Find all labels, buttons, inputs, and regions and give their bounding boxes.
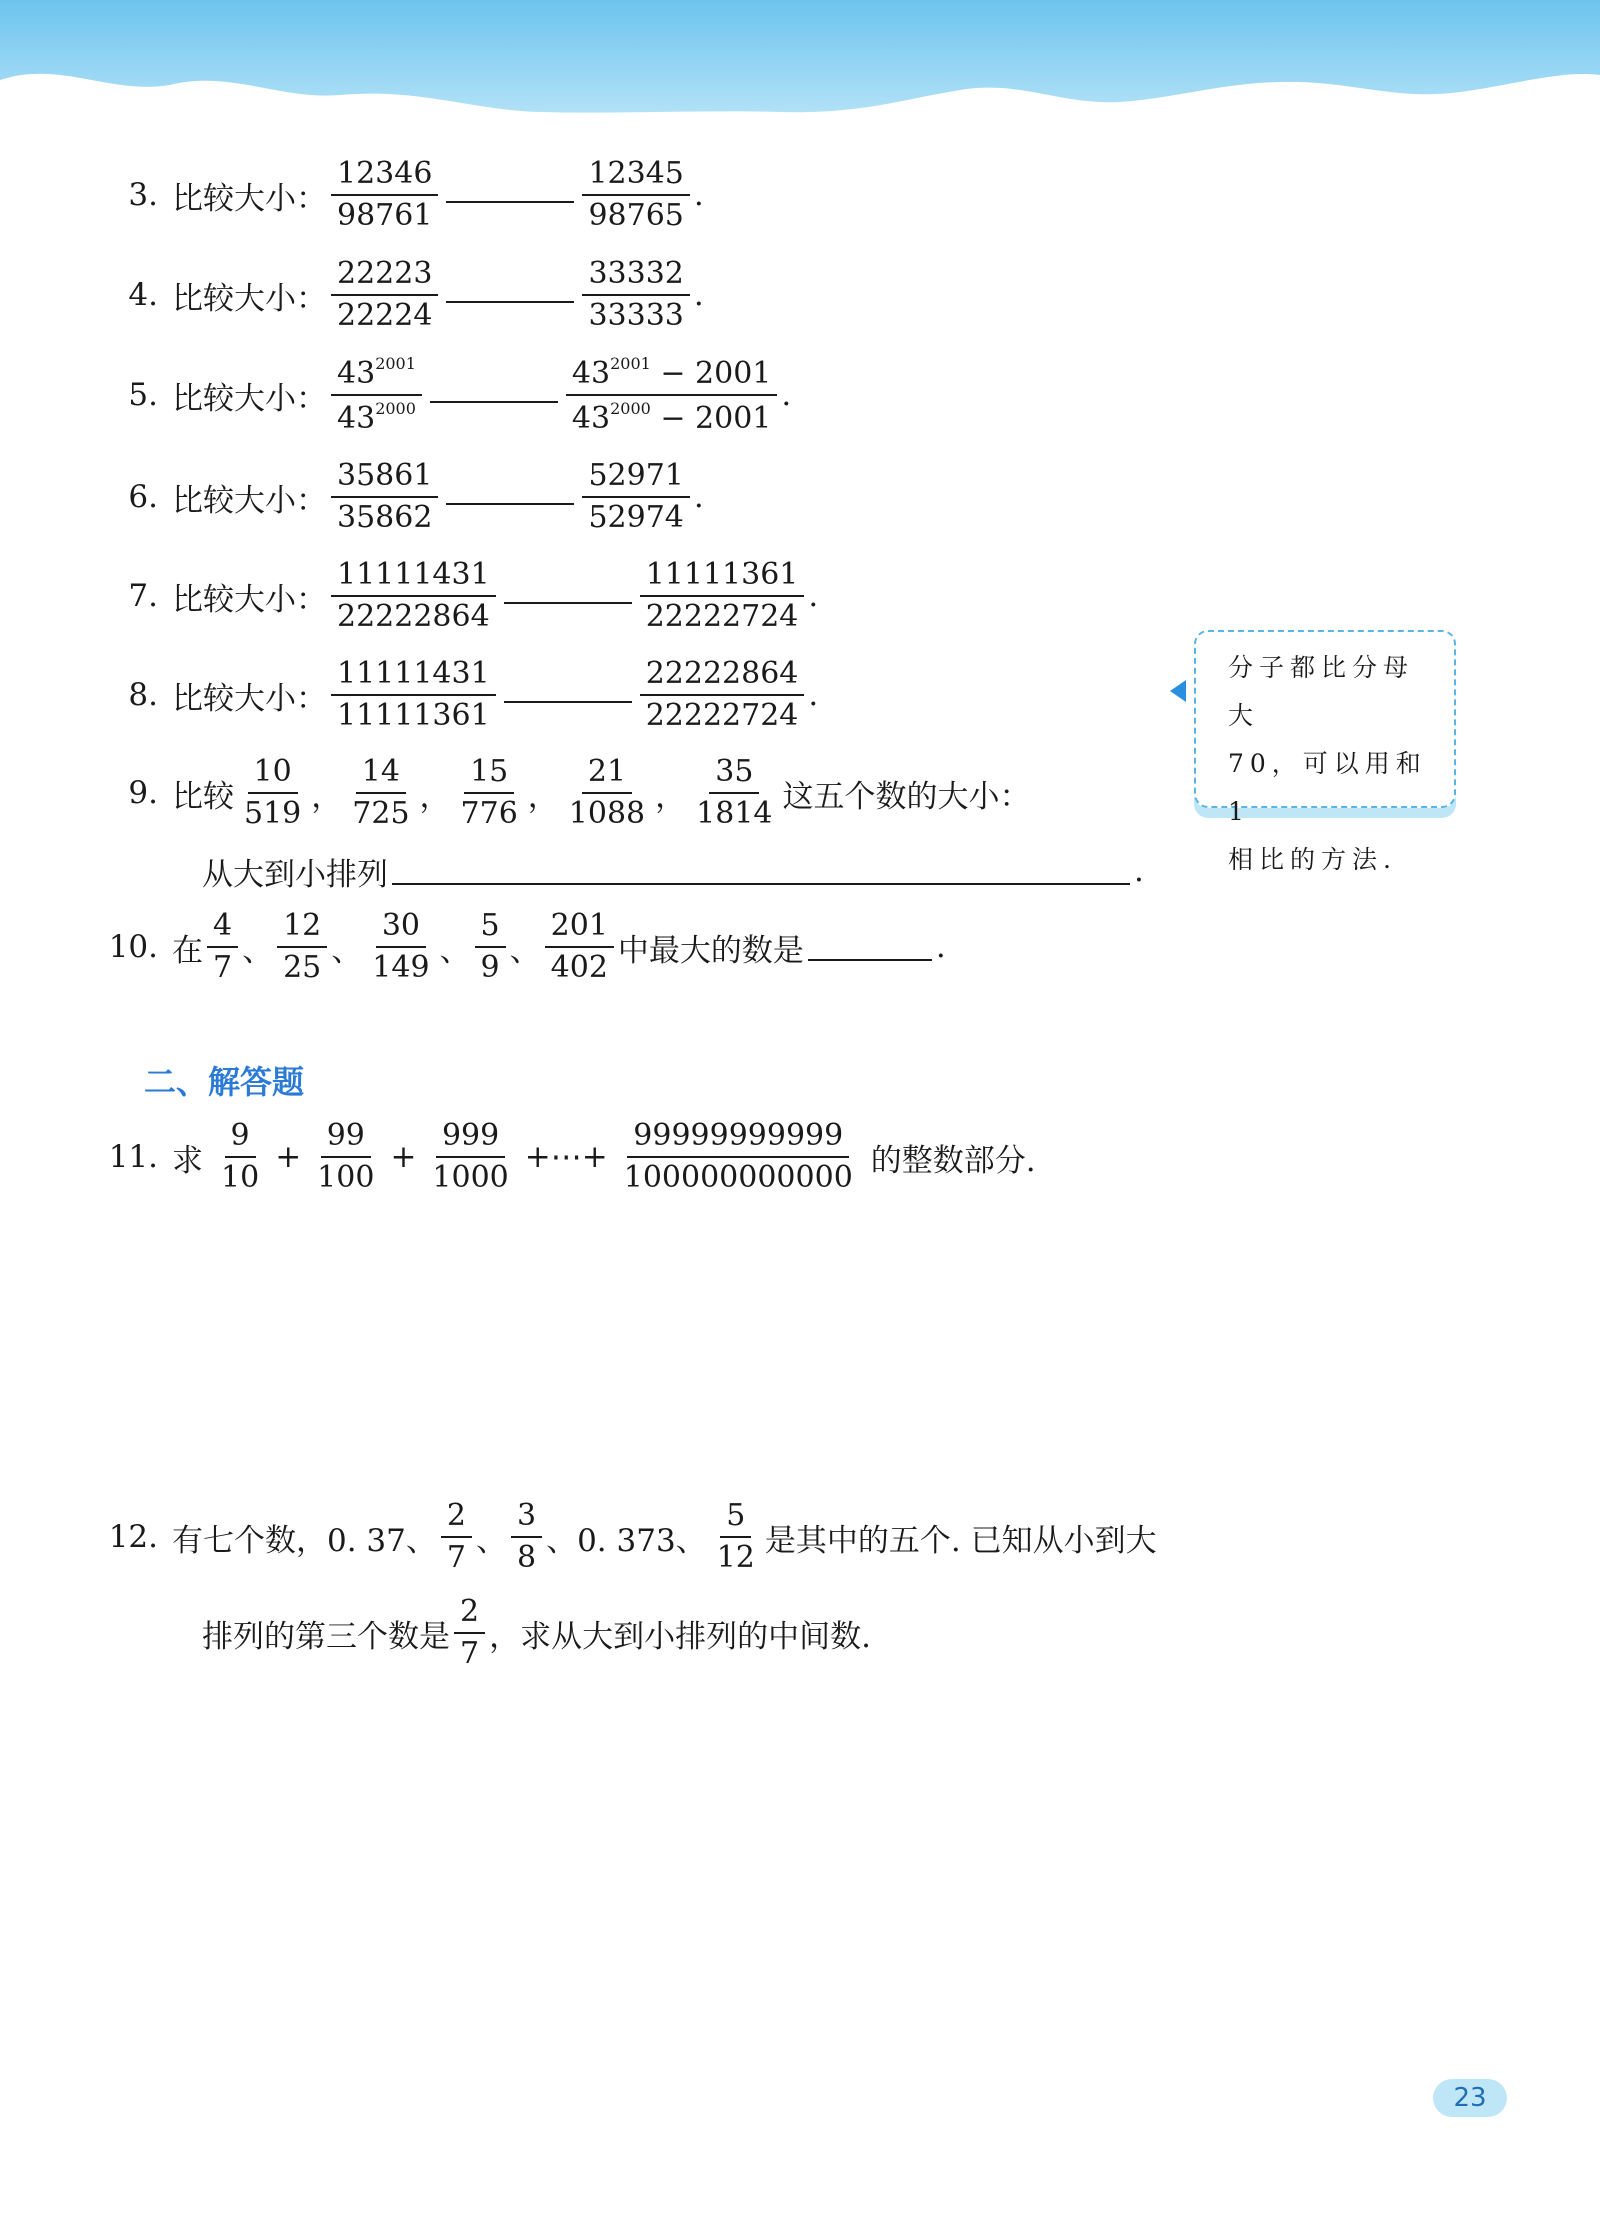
fraction: $\frac{2}{7}$ <box>454 1595 485 1671</box>
fraction-b: $\frac{12345}{98765}$ <box>582 157 689 233</box>
question-number: 10. <box>108 929 158 965</box>
answer-blank[interactable] <box>430 399 558 403</box>
fraction: $\frac{99999999999}{100000000000}$ <box>623 1118 853 1195</box>
question-label: 比较大小： <box>172 180 327 217</box>
question-text: 中最大的数是 <box>617 932 804 969</box>
fraction-b: $\frac{11111361}{22222724}$ <box>640 558 805 634</box>
question-label: 比较大小： <box>172 680 327 717</box>
question-9-answer-line: 从大到小排列 . <box>202 826 1144 916</box>
question-text: 从大到小排列 <box>202 856 388 893</box>
fraction: $\frac{201}{402}$ <box>545 909 614 985</box>
question-label: 比较大小： <box>172 380 327 417</box>
tip-pointer-icon <box>1170 680 1186 702</box>
fraction-b: $\frac{52971}{52974}$ <box>582 459 689 535</box>
hint-line: 分子都比分母大 <box>1228 653 1415 730</box>
fraction: $\frac{21}{1088}$ <box>568 754 646 831</box>
question-label: 比较大小： <box>172 280 327 317</box>
fraction: $\frac{30}{149}$ <box>372 908 430 985</box>
fraction: $\frac{5}{12}$ <box>716 1498 755 1575</box>
answer-blank[interactable] <box>446 501 574 505</box>
fraction: $\frac{12}{25}$ <box>277 909 327 985</box>
question-label: 在 <box>172 932 203 969</box>
fraction-a: $\frac{35861}{35862}$ <box>331 459 438 535</box>
answer-blank[interactable] <box>392 881 1130 885</box>
question-8: 8. 比较大小： $\frac{11111431}{11111361}$ $\frac{22222864}{22222724}$ . <box>100 650 818 740</box>
hint-line: 相比的方法. <box>1228 845 1397 874</box>
hint-line: 70，可以用和 1 <box>1228 749 1427 826</box>
question-text: ，求从大到小排列的中间数. <box>489 1618 871 1655</box>
fraction: $\frac{999}{1000}$ <box>432 1118 509 1195</box>
question-6: 6. 比较大小： $\frac{35861}{35862}$ $\frac{52971}{52974}$ . <box>100 452 704 542</box>
question-12: 12. 有七个数，0. 37、 $\frac{2}{7}$ 、 $\frac{3}{8}$ 、0. 373、 $\frac{5}{12}$ 是其中的五个. 已知从小到大 <box>100 1492 1157 1582</box>
question-label: 比较 <box>172 778 234 815</box>
fraction: $\frac{15}{776}$ <box>460 754 518 831</box>
fraction-a: $\frac{43^{2001}}{43^{2000}}$ <box>331 354 422 436</box>
answer-blank[interactable] <box>504 699 632 703</box>
fraction-a: $\frac{12346}{98761}$ <box>331 157 438 233</box>
section-title: 二、解答题 <box>144 1063 305 1101</box>
question-number: 4. <box>128 277 158 313</box>
question-label: 比较大小： <box>172 581 327 618</box>
answer-blank[interactable] <box>446 199 574 203</box>
fraction-a: $\frac{22223}{22224}$ <box>331 257 438 333</box>
fraction: $\frac{4}{7}$ <box>207 909 238 985</box>
fraction-b: $\frac{33332}{33333}$ <box>582 257 689 333</box>
question-11: 11. 求 $\frac{9}{10}$ + $\frac{99}{100}$ + $\frac{999}{1000}$ +⋯+ $\frac{99999999999}{100000000000}$ 的整数部分. <box>100 1112 1036 1202</box>
question-12-line-2 <box>202 1588 871 1678</box>
question-text: 是其中的五个. 已知从小到大 <box>764 1522 1157 1559</box>
answer-blank[interactable] <box>504 600 632 604</box>
question-text: 这五个数的大小： <box>782 778 1031 815</box>
fraction-b: $\frac{43^{2001} - 2001}{43^{2000} - 2001}$ <box>566 354 777 436</box>
question-number: 12. <box>108 1519 158 1555</box>
answer-blank[interactable] <box>808 957 932 961</box>
fraction: $\frac{2}{7}$ <box>441 1499 472 1575</box>
question-number: 5. <box>128 377 158 413</box>
question-number: 7. <box>128 578 158 614</box>
question-10: 10. 在 $\frac{4}{7}$ 、 $\frac{12}{25}$ 、 $\frac{30}{149}$ 、 $\frac{5}{9}$ 、 $\frac{201}{402}$ 中最大的数是 . <box>100 902 946 992</box>
question-number: 9. <box>128 775 158 811</box>
fraction: $\frac{99}{100}$ <box>317 1118 375 1195</box>
question-number: 6. <box>128 479 158 515</box>
fraction: $\frac{14}{725}$ <box>352 754 410 831</box>
answer-blank[interactable] <box>446 299 574 303</box>
question-5: 5. 比较大小： $\frac{43^{2001}}{43^{2000}}$ $\frac{43^{2001} - 2001}{43^{2000} - 2001}$ . <box>100 350 791 440</box>
question-label: 求 <box>172 1142 203 1179</box>
fraction: $\frac{10}{519}$ <box>244 754 302 831</box>
header-sky-banner <box>0 0 1600 150</box>
question-3: 3. 比较大小： $\frac{12346}{98761}$ $\frac{12345}{98765}$ . <box>100 150 704 240</box>
question-7: 7. 比较大小： $\frac{11111431}{22222864}$ $\frac{11111361}{22222724}$ . <box>100 551 818 641</box>
question-number: 8. <box>128 677 158 713</box>
question-9: 9. 比较 $\frac{10}{519}$ ， $\frac{14}{725}$ ， $\frac{15}{776}$ ， $\frac{21}{1088}$ ， $\frac{35}{1814}$ 这五个数的大小： <box>100 748 1031 838</box>
fraction-a: $\frac{11111431}{22222864}$ <box>331 558 496 634</box>
fraction: $\frac{5}{9}$ <box>475 909 506 985</box>
page-number: 23 <box>1433 2079 1507 2117</box>
question-label: 比较大小： <box>172 482 327 519</box>
question-4: 4. 比较大小： $\frac{22223}{22224}$ $\frac{33332}{33333}$ . <box>100 250 704 340</box>
hint-box <box>1194 630 1456 874</box>
fraction: $\frac{35}{1814}$ <box>696 754 773 831</box>
question-number: 3. <box>128 177 158 213</box>
fraction-a: $\frac{11111431}{11111361}$ <box>331 657 496 733</box>
question-number: 11. <box>108 1139 158 1175</box>
question-text: 的整数部分. <box>870 1142 1036 1179</box>
fraction-b: $\frac{22222864}{22222724}$ <box>640 657 805 733</box>
question-text: 有七个数，0. 37、 <box>172 1522 437 1559</box>
question-text: 排列的第三个数是 <box>202 1618 450 1655</box>
fraction: $\frac{3}{8}$ <box>511 1499 542 1575</box>
fraction: $\frac{9}{10}$ <box>221 1118 260 1195</box>
